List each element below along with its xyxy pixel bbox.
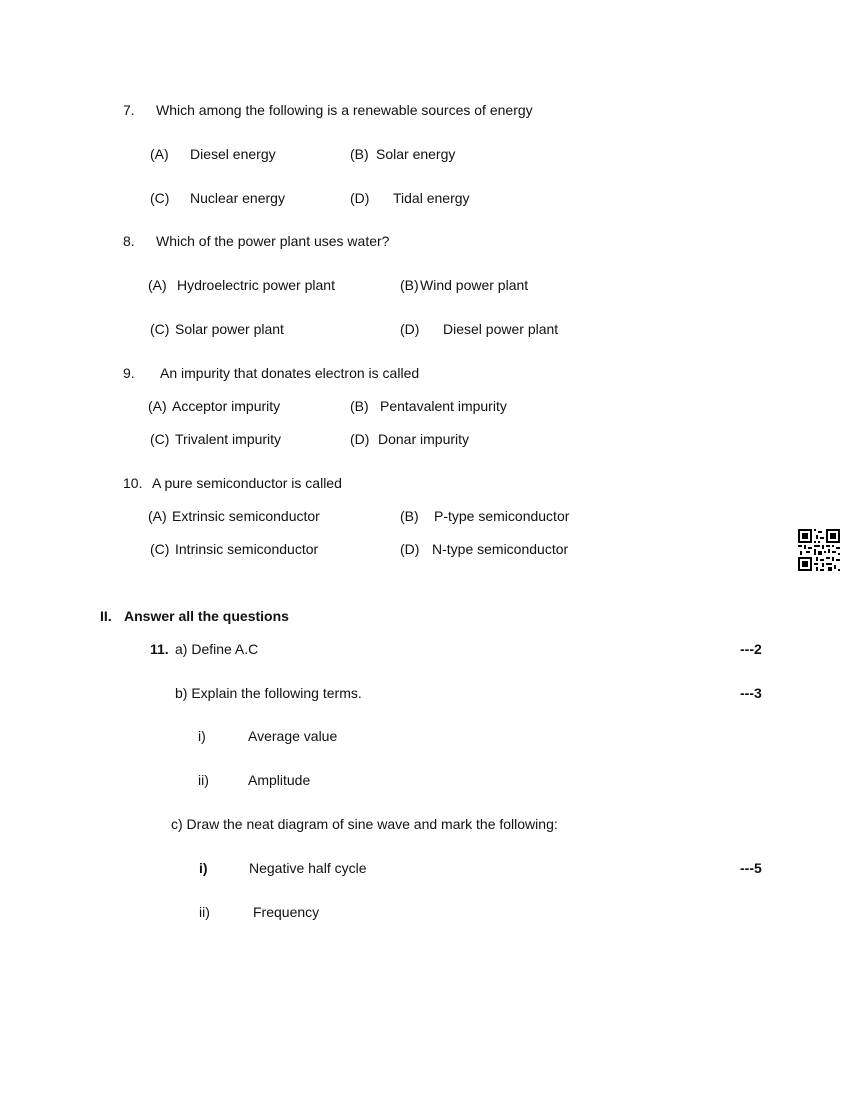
q11-b-item-1-number: i) bbox=[198, 728, 206, 744]
q7-option-d-text: Tidal energy bbox=[393, 190, 470, 206]
q8-option-b-key: (B) bbox=[400, 277, 419, 293]
q10-option-a-text: Extrinsic semiconductor bbox=[172, 508, 320, 524]
q8-option-c-text: Solar power plant bbox=[175, 321, 284, 337]
q7-option-d-key: (D) bbox=[350, 190, 370, 206]
q9-option-a-key: (A) bbox=[148, 398, 167, 414]
section-2-title: Answer all the questions bbox=[124, 608, 289, 624]
q8-option-b-text: Wind power plant bbox=[420, 277, 529, 293]
q8-option-c-key: (C) bbox=[150, 321, 170, 337]
qr-code-icon bbox=[798, 529, 840, 571]
q9-option-d-key: (D) bbox=[350, 431, 370, 447]
q9-option-c-key: (C) bbox=[150, 431, 170, 447]
q10-option-b-key: (B) bbox=[400, 508, 419, 524]
q8-option-d-key: (D) bbox=[400, 321, 420, 337]
q11-part-a-marks: ---2 bbox=[740, 641, 762, 657]
q10-option-c-text: Intrinsic semiconductor bbox=[175, 541, 319, 557]
q11-part-c-marks: ---5 bbox=[740, 860, 762, 876]
q9-option-c-text: Trivalent impurity bbox=[175, 431, 282, 447]
q11-part-c-text: c) Draw the neat diagram of sine wave and mark the following: bbox=[171, 816, 558, 832]
q9-option-b-text: Pentavalent impurity bbox=[380, 398, 507, 414]
q11-b-item-1-text: Average value bbox=[248, 728, 338, 744]
q10-option-d-key: (D) bbox=[400, 541, 420, 557]
q10-option-d-text: N-type semiconductor bbox=[432, 541, 569, 557]
q7-option-c-key: (C) bbox=[150, 190, 170, 206]
q8-option-a-text: Hydroelectric power plant bbox=[177, 277, 335, 293]
q10-option-a-key: (A) bbox=[148, 508, 167, 524]
question-9-text: An impurity that donates electron is called bbox=[160, 365, 420, 381]
question-11-number: 11. bbox=[150, 641, 169, 657]
q9-option-b-key: (B) bbox=[350, 398, 369, 414]
q11-c-item-1-text: Negative half cycle bbox=[249, 860, 367, 876]
question-10-text: A pure semiconductor is called bbox=[152, 475, 342, 491]
question-8-number: 8. bbox=[123, 233, 135, 249]
q9-option-d-text: Donar impurity bbox=[378, 431, 470, 447]
question-7-number: 7. bbox=[123, 102, 135, 118]
q11-part-b-marks: ---3 bbox=[740, 685, 762, 701]
question-9-number: 9. bbox=[123, 365, 135, 381]
q7-option-b-text: Solar energy bbox=[376, 146, 456, 162]
q10-option-b-text: P-type semiconductor bbox=[434, 508, 570, 524]
q11-b-item-2-number: ii) bbox=[198, 772, 209, 788]
q8-option-d-text: Diesel power plant bbox=[443, 321, 559, 337]
question-7-text: Which among the following is a renewable sources of energy bbox=[156, 102, 533, 118]
q10-option-c-key: (C) bbox=[150, 541, 170, 557]
q9-option-a-text: Acceptor impurity bbox=[172, 398, 281, 414]
q11-c-item-2-text: Frequency bbox=[253, 904, 320, 920]
q11-part-b-text: b) Explain the following terms. bbox=[175, 685, 362, 701]
q7-option-a-text: Diesel energy bbox=[190, 146, 276, 162]
q8-option-a-key: (A) bbox=[148, 277, 167, 293]
q11-c-item-2-number: ii) bbox=[199, 904, 210, 920]
question-8-text: Which of the power plant uses water? bbox=[156, 233, 390, 249]
section-2-number: II. bbox=[100, 608, 112, 624]
q11-part-a-text: a) Define A.C bbox=[175, 641, 259, 657]
question-10-number: 10. bbox=[123, 475, 143, 491]
q7-option-a-key: (A) bbox=[150, 146, 169, 162]
q11-c-item-1-number: i) bbox=[199, 860, 208, 876]
q11-b-item-2-text: Amplitude bbox=[248, 772, 311, 788]
q7-option-b-key: (B) bbox=[350, 146, 369, 162]
q7-option-c-text: Nuclear energy bbox=[190, 190, 285, 206]
